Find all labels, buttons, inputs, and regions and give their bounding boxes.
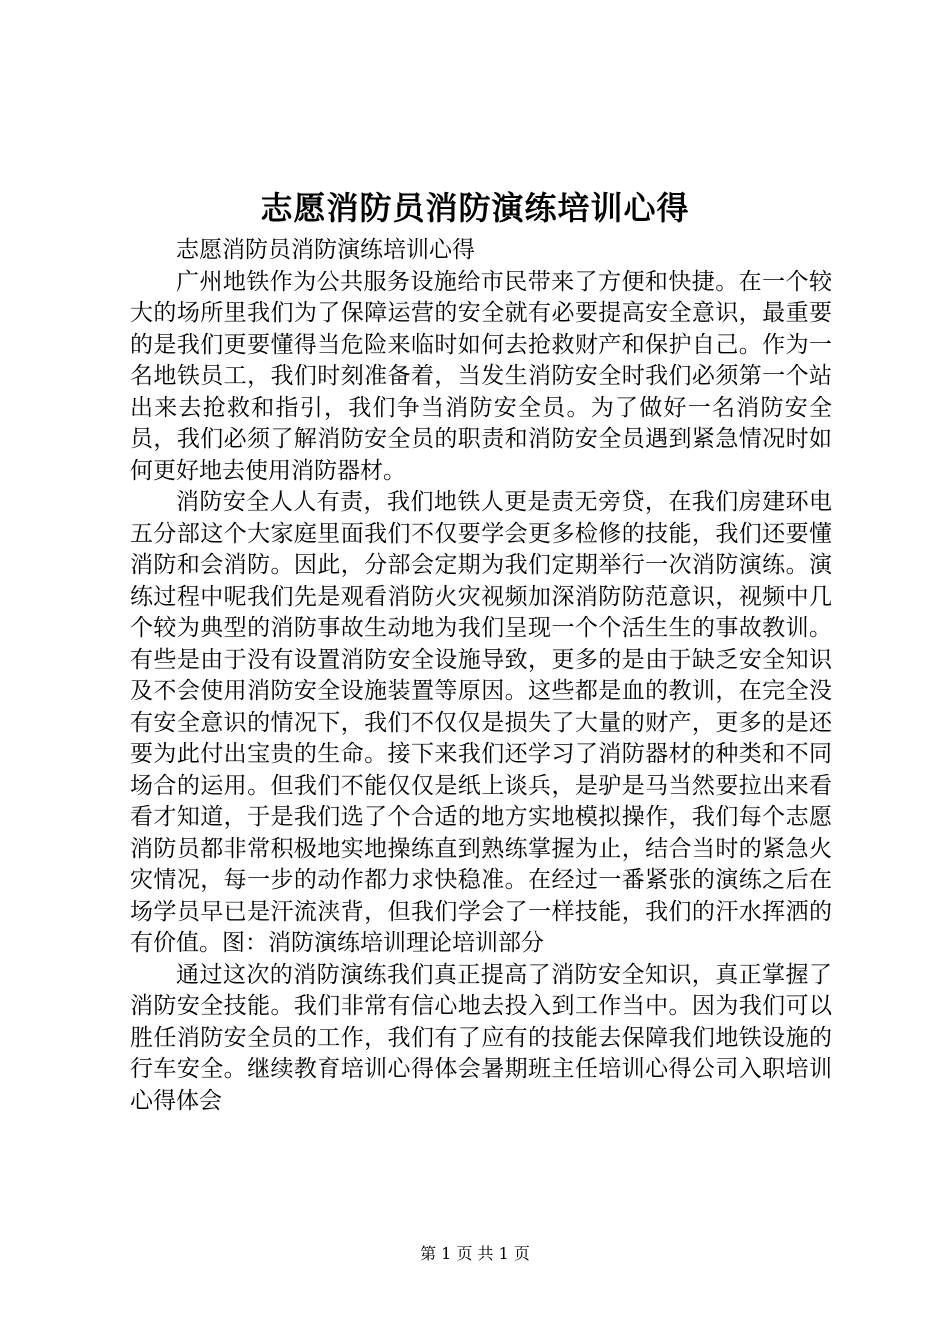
page-footer: 第 1 页 共 1 页: [420, 1244, 530, 1263]
paragraph-1: 广州地铁作为公共服务设施给市民带来了方便和快捷。在一个较大的场所里我们为了保障运营的安全就有必要提高安全意识，最重要的是我们更要懂得当危险来临时如何去抢救财产和保护自己。作为一名地铁员工，我们时刻准备着，当发生消防安全时我们必须第一个站出来去抢救和指引，我们争当消防安全员。为了做好一名消防安全员，我们必须了解消防安全员的职责和消防安全员遇到紧急情况时如何更好地去使用消防器材。: [130, 268, 832, 484]
document-body: [130, 235, 832, 1117]
document-title: 志愿消防员消防演练培训心得: [260, 189, 690, 227]
paragraph-2: 消防安全人人有责，我们地铁人更是责无旁贷，在我们房建环电五分部这个大家庭里面我们不仅要学会更多检修的技能，我们还要懂消防和会消防。因此，分部会定期为我们定期举行一次消防演练。演练过程中呢我们先是观看消防火灾视频加深消防防范意识，视频中几个较为典型的消防事故生动地为我们呈现一个个活生生的事故教训。有些是由于没有设置消防安全设施导致，更多的是由于缺乏安全知识及不会使用消防安全设施装置等原因。这些都是血的教训，在完全没有安全意识的情况下，我们不仅仅是损失了大量的财产，更多的是还要为此付出宝贵的生命。接下来我们还学习了消防器材的种类和不同场合的运用。但我们不能仅仅是纸上谈兵，是驴是马当然要拉出来看看才知道，于是我们选了个合适的地方实地模拟操作，我们每个志愿消防员都非常积极地实地操练直到熟练掌握为止，结合当时的紧急火灾情况，每一步的动作都力求快稳准。在经过一番紧张的演练之后在场学员早已是汗流浃背，但我们学会了一样技能，我们的汗水挥洒的有价值。图：消防演练培训理论培训部分: [130, 489, 832, 956]
paragraph-subtitle: 志愿消防员消防演练培训心得: [176, 237, 475, 263]
paragraph-3: 通过这次的消防演练我们真正提高了消防安全知识，真正掌握了消防安全技能。我们非常有信心地去投入到工作当中。因为我们可以胜任消防安全员的工作，我们有了应有的技能去保障我们地铁设施的行车安全。继续教育培训心得体会暑期班主任培训心得公司入职培训心得体会: [130, 961, 832, 1114]
